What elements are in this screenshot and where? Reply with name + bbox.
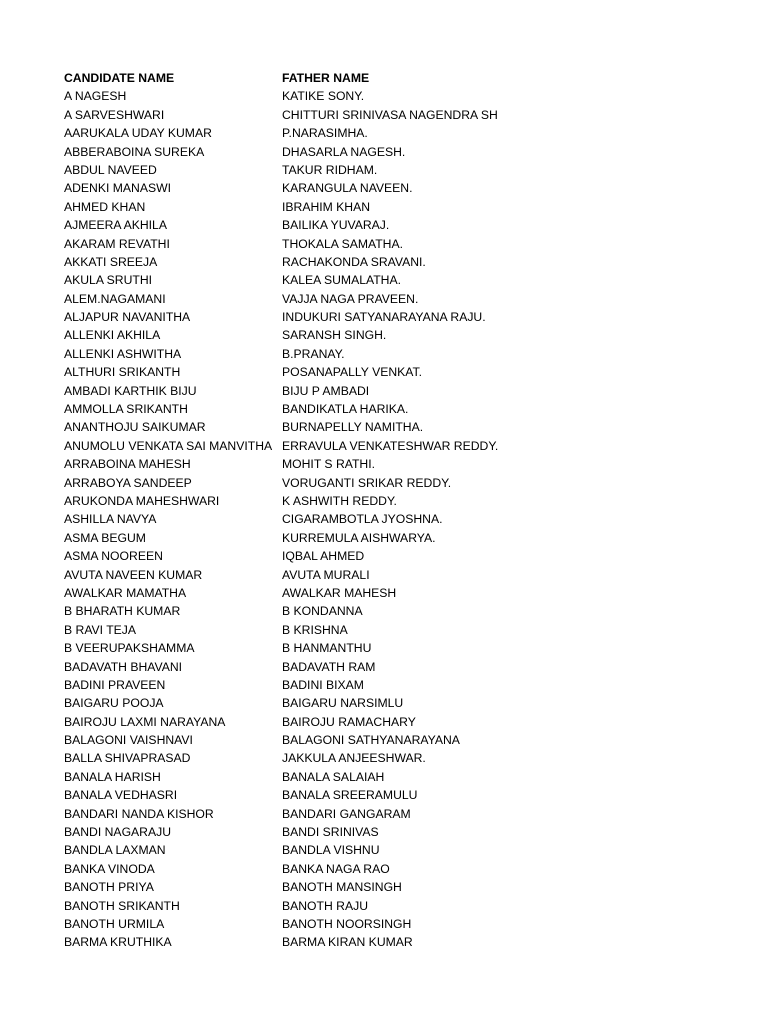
table-row <box>64 878 744 896</box>
father-name-cell: AVUTA MURALI <box>282 567 370 582</box>
table-row <box>64 768 744 786</box>
candidate-name-cell: A NAGESH <box>64 89 127 104</box>
father-name-cell: BANOTH NOORSINGH <box>282 916 412 931</box>
table-row <box>64 106 744 124</box>
candidate-name-cell: ALLENKI AKHILA <box>64 328 161 343</box>
candidate-name-cell: BANDLA LAXMAN <box>64 843 166 858</box>
candidate-name-cell: AJMEERA AKHILA <box>64 218 167 233</box>
candidate-name-cell: ASMA BEGUM <box>64 530 146 545</box>
father-name-cell: IQBAL AHMED <box>282 549 365 564</box>
candidate-name-cell: BANDARI NANDA KISHOR <box>64 806 214 821</box>
candidate-name-cell: AKULA SRUTHI <box>64 273 153 288</box>
table-row <box>64 749 744 767</box>
father-name-cell: BAIROJU RAMACHARY <box>282 714 416 729</box>
father-name-cell: AWALKAR MAHESH <box>282 585 397 600</box>
table-row <box>64 915 744 933</box>
father-name-cell: BANALA SREERAMULU <box>282 788 418 803</box>
candidate-name-cell: ALLENKI ASHWITHA <box>64 346 182 361</box>
table-row <box>64 602 744 620</box>
table-row <box>64 694 744 712</box>
table-row <box>64 510 744 528</box>
father-name-cell: P.NARASIMHA. <box>282 126 368 141</box>
table-header <box>64 69 744 87</box>
table-row <box>64 271 744 289</box>
father-name-cell: KATIKE SONY. <box>282 89 365 104</box>
table-row <box>64 731 744 749</box>
father-name-cell: BARMA KIRAN KUMAR <box>282 935 413 950</box>
father-name-cell: BAIGARU NARSIMLU <box>282 696 404 711</box>
candidate-name-cell: AKARAM REVATHI <box>64 236 170 251</box>
table-row <box>64 676 744 694</box>
candidate-name-cell: BALAGONI VAISHNAVI <box>64 733 193 748</box>
table-row <box>64 639 744 657</box>
candidate-name-cell: ABDUL NAVEED <box>64 162 157 177</box>
father-name-cell: VORUGANTI SRIKAR REDDY. <box>282 475 452 490</box>
father-name-cell: ERRAVULA VENKATESHWAR REDDY. <box>282 438 499 453</box>
table-body <box>64 87 744 951</box>
candidate-name-cell: ARUKONDA MAHESHWARI <box>64 493 220 508</box>
candidate-name-cell: BARMA KRUTHIKA <box>64 935 172 950</box>
candidate-name-cell: BAIGARU POOJA <box>64 696 164 711</box>
table-row <box>64 87 744 105</box>
table-row <box>64 124 744 142</box>
father-name-cell: KALEA SUMALATHA. <box>282 273 401 288</box>
table-row <box>64 216 744 234</box>
father-name-cell: MOHIT S RATHI. <box>282 457 375 472</box>
father-name-cell: BANDI SRINIVAS <box>282 825 379 840</box>
father-name-header: FATHER NAME <box>282 71 370 85</box>
table-row <box>64 290 744 308</box>
father-name-cell: KURREMULA AISHWARYA. <box>282 530 436 545</box>
candidate-name-cell: BAIROJU LAXMI NARAYANA <box>64 714 226 729</box>
father-name-cell: VAJJA NAGA PRAVEEN. <box>282 291 419 306</box>
candidate-name-cell: AKKATI SREEJA <box>64 254 158 269</box>
candidate-name-cell: AMMOLLA SRIKANTH <box>64 402 188 417</box>
father-name-cell: BANKA NAGA RAO <box>282 861 390 876</box>
father-name-cell: TAKUR RIDHAM. <box>282 162 378 177</box>
table-row <box>64 713 744 731</box>
table-row <box>64 143 744 161</box>
candidate-name-cell: AHMED KHAN <box>64 199 146 214</box>
father-name-cell: K ASHWITH REDDY. <box>282 493 397 508</box>
candidate-name-cell: BANALA VEDHASRI <box>64 788 178 803</box>
father-name-cell: BIJU P AMBADI <box>282 383 370 398</box>
candidate-name-cell: ABBERABOINA SUREKA <box>64 144 205 159</box>
candidate-name-cell: AVUTA NAVEEN KUMAR <box>64 567 203 582</box>
candidate-name-cell: ASHILLA NAVYA <box>64 512 157 527</box>
candidate-name-cell: ALEM.NAGAMANI <box>64 291 166 306</box>
father-name-cell: CHITTURI SRINIVASA NAGENDRA SH <box>282 107 498 122</box>
candidate-name-cell: B BHARATH KUMAR <box>64 604 181 619</box>
father-name-cell: BANOTH MANSINGH <box>282 880 402 895</box>
father-name-cell: BANDARI GANGARAM <box>282 806 411 821</box>
table-row <box>64 418 744 436</box>
father-name-cell: BURNAPELLY NAMITHA. <box>282 420 424 435</box>
table-row <box>64 382 744 400</box>
table-row <box>64 786 744 804</box>
candidate-name-cell: A SARVESHWARI <box>64 107 165 122</box>
candidate-name-cell: ALTHURI SRIKANTH <box>64 365 181 380</box>
father-name-cell: B.PRANAY. <box>282 346 345 361</box>
candidate-name-cell: BADAVATH BHAVANI <box>64 659 183 674</box>
father-name-cell: BADAVATH RAM <box>282 659 376 674</box>
table-row <box>64 326 744 344</box>
table-row <box>64 547 744 565</box>
table-row <box>64 455 744 473</box>
father-name-cell: B HANMANTHU <box>282 641 372 656</box>
candidate-name-cell: BANALA HARISH <box>64 769 161 784</box>
table-row <box>64 584 744 602</box>
table-row <box>64 253 744 271</box>
father-name-cell: BANALA SALAIAH <box>282 769 385 784</box>
candidate-name-cell: BANOTH SRIKANTH <box>64 898 180 913</box>
father-name-cell: BAILIKA YUVARAJ. <box>282 218 390 233</box>
father-name-cell: IBRAHIM KHAN <box>282 199 371 214</box>
candidate-name-cell: BALLA SHIVAPRASAD <box>64 751 191 766</box>
father-name-cell: B KONDANNA <box>282 604 363 619</box>
candidate-name-cell: AMBADI KARTHIK BIJU <box>64 383 197 398</box>
father-name-cell: DHASARLA NAGESH. <box>282 144 406 159</box>
candidate-name-cell: B VEERUPAKSHAMMA <box>64 641 195 656</box>
table-row <box>64 897 744 915</box>
father-name-cell: BADINI BIXAM <box>282 677 364 692</box>
candidate-name-header: CANDIDATE NAME <box>64 71 175 85</box>
father-name-cell: RACHAKONDA SRAVANI. <box>282 254 426 269</box>
candidate-name-cell: ALJAPUR NAVANITHA <box>64 310 191 325</box>
candidate-name-cell: ARRABOINA MAHESH <box>64 457 191 472</box>
table-row <box>64 198 744 216</box>
table-row <box>64 860 744 878</box>
candidate-name-cell: BADINI PRAVEEN <box>64 677 166 692</box>
table-row <box>64 658 744 676</box>
candidate-name-cell: BANDI NAGARAJU <box>64 825 171 840</box>
father-name-cell: CIGARAMBOTLA JYOSHNA. <box>282 512 443 527</box>
candidate-name-cell: ASMA NOOREEN <box>64 549 163 564</box>
father-name-cell: BALAGONI SATHYANARAYANA <box>282 733 460 748</box>
father-name-cell: KARANGULA NAVEEN. <box>282 181 413 196</box>
table-row <box>64 345 744 363</box>
table-row <box>64 492 744 510</box>
table-row <box>64 841 744 859</box>
table-row <box>64 805 744 823</box>
father-name-cell: B KRISHNA <box>282 622 348 637</box>
father-name-cell: JAKKULA ANJEESHWAR. <box>282 751 426 766</box>
table-row <box>64 823 744 841</box>
candidate-name-cell: BANOTH PRIYA <box>64 880 154 895</box>
candidate-name-cell: BANKA VINODA <box>64 861 155 876</box>
candidate-name-cell: B RAVI TEJA <box>64 622 137 637</box>
table-row <box>64 308 744 326</box>
father-name-cell: INDUKURI SATYANARAYANA RAJU. <box>282 310 486 325</box>
father-name-cell: BANDLA VISHNU <box>282 843 380 858</box>
table-row <box>64 621 744 639</box>
father-name-cell: SARANSH SINGH. <box>282 328 387 343</box>
father-name-cell: BANOTH RAJU <box>282 898 368 913</box>
father-name-cell: THOKALA SAMATHA. <box>282 236 403 251</box>
table-row <box>64 566 744 584</box>
table-row <box>64 235 744 253</box>
father-name-cell: BANDIKATLA HARIKA. <box>282 402 409 417</box>
table-row <box>64 529 744 547</box>
candidate-name-cell: AARUKALA UDAY KUMAR <box>64 126 212 141</box>
candidate-name-cell: AWALKAR MAMATHA <box>64 585 187 600</box>
candidate-name-cell: ANUMOLU VENKATA SAI MANVITHA <box>64 438 273 453</box>
candidate-name-cell: ANANTHOJU SAIKUMAR <box>64 420 206 435</box>
table-row <box>64 400 744 418</box>
table-row <box>64 363 744 381</box>
table-row <box>64 933 744 951</box>
table-row <box>64 474 744 492</box>
candidate-name-cell: ADENKI MANASWI <box>64 181 171 196</box>
table-row <box>64 437 744 455</box>
candidate-name-cell: ARRABOYA SANDEEP <box>64 475 192 490</box>
father-name-cell: POSANAPALLY VENKAT. <box>282 365 422 380</box>
table-row <box>64 179 744 197</box>
candidate-table <box>64 69 744 952</box>
table-row <box>64 161 744 179</box>
candidate-name-cell: BANOTH URMILA <box>64 916 165 931</box>
